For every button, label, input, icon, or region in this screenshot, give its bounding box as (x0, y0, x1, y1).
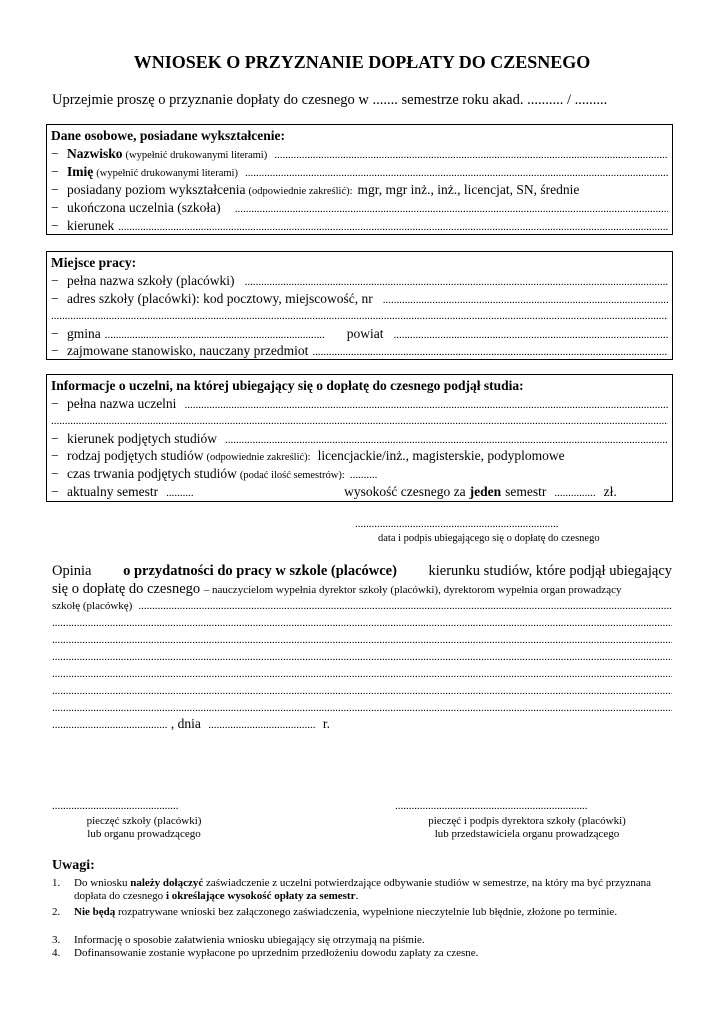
opinion-line-1 (52, 563, 672, 580)
note-2-number: 2. (52, 906, 61, 918)
address-continued-field[interactable] (51, 308, 668, 325)
director-caption-1: pieczęć i podpis dyrektora szkoły (placówki) (428, 815, 626, 827)
school-address-row[interactable]: − adres szkoły (placówki): kod pocztowy, miejscowość, nr ..... (51, 290, 668, 307)
date-field[interactable]: ....................................... (208, 719, 316, 731)
study-field-label: kierunek podjętych studiów (67, 431, 217, 446)
tuition-label-bold: jeden (469, 484, 502, 499)
opinion-line[interactable] (52, 650, 672, 665)
university-name-field[interactable] (184, 397, 668, 412)
date-label: , dnia (170, 716, 201, 731)
tuition-field[interactable]: ............... (554, 487, 596, 499)
field-of-study-field[interactable] (118, 219, 668, 234)
address-continued-row[interactable] (51, 308, 668, 325)
position-field[interactable] (312, 344, 668, 359)
director-caption-2: lub przedstawiciela organu prowadzącego (434, 828, 620, 840)
school-stamp-caption-1: pieczęć szkoły (placówki) (86, 815, 202, 827)
note-2-bold: Nie będą (74, 906, 116, 918)
study-field-field[interactable] (225, 432, 668, 447)
study-type-row[interactable]: − rodzaj podjętych studiów (odpowiednie zakreślić): licencjackie/inż., magisterskie, podyplomowe (51, 447, 668, 464)
opinion-line[interactable] (52, 667, 672, 682)
opinion-line-2 (52, 581, 621, 598)
position-row[interactable]: − zajmowane stanowisko, nauczany przedmiot ..... (51, 342, 668, 359)
note-3-number: 3. (52, 934, 61, 946)
study-duration-hint: (podać ilość semestrów): (239, 470, 345, 481)
page-title: WNIOSEK O PRZYZNANIE DOPŁATY DO CZESNEGO (133, 52, 591, 72)
surname-row[interactable]: − Nazwisko (wypełnić drukowanymi literami) ..... (51, 145, 668, 162)
education-options[interactable]: mgr, mgr inż., inż., licencjat, SN, średnie (357, 182, 580, 197)
university-name-continued-row[interactable] (51, 413, 668, 430)
school-name-field[interactable] (245, 274, 668, 289)
opinion-bold: o przydatności do pracy w szkole (placówce) (123, 563, 397, 579)
commune-field[interactable]: ................................................................................ (104, 329, 325, 341)
university-section (46, 374, 673, 502)
study-duration-label: czas trwania podjętych studiów (67, 466, 237, 481)
opinion-line[interactable] (52, 684, 672, 699)
personal-data-section (46, 124, 673, 235)
semester-field[interactable]: .......... (166, 487, 194, 499)
school-address-field[interactable] (383, 292, 668, 307)
study-field-row[interactable]: − kierunek podjętych studiów ..... (51, 430, 668, 447)
education-row[interactable]: − posiadany poziom wykształcenia (odpowiednie zakreślić): mgr, mgr inż., inż., licencjat, SN, średnie (51, 181, 668, 198)
school-address-label: adres szkoły (placówki): kod pocztowy, miejscowość, nr (67, 291, 373, 306)
graduated-school-field[interactable] (235, 201, 668, 216)
year-suffix: r. (322, 716, 331, 731)
note-1-number: 1. (52, 877, 61, 889)
opinion-line2-small: – nauczycielom wypełnia dyrektor szkoły (placówki), dyrektorom wypełnia organ prowadzący (203, 584, 622, 596)
study-type-hint: (odpowiednie zakreślić): (206, 452, 311, 463)
applicant-signature-field[interactable]: .......................................................................... (355, 518, 559, 530)
study-type-options[interactable]: licencjackie/inż., magisterskie, podyplomowe (317, 448, 565, 463)
opinion-post: kierunku studiów, które podjął ubiegający (428, 563, 672, 579)
workplace-section (46, 251, 673, 360)
county-label: powiat (346, 326, 384, 341)
education-hint: (odpowiednie zakreślić): (248, 186, 353, 197)
position-label: zajmowane stanowisko, nauczany przedmiot (67, 343, 309, 358)
section-heading: Dane osobowe, posiadane wykształcenie: (51, 128, 286, 143)
place-field[interactable]: .......................................... (52, 719, 168, 731)
opinion-field[interactable] (138, 599, 672, 614)
graduated-school-label: ukończona uczelnia (szkoła) (67, 200, 221, 215)
name-row[interactable]: − Imię (wypełnić drukowanymi literami) ..... (51, 163, 668, 180)
graduated-school-row[interactable]: − ukończona uczelnia (szkoła) ..... (51, 199, 668, 216)
opinion-pre: Opinia (52, 563, 92, 579)
note-2: Nie będą rozpatrywane wnioski bez załączonego zaświadczenia, wypełnione nieczytelnie lub błędnie, złożone po terminie. (74, 906, 618, 918)
surname-hint: (wypełnić drukowanymi literami) (125, 150, 268, 161)
name-label: Imię (67, 164, 94, 179)
tuition-label-pre: wysokość czesnego za (344, 484, 466, 499)
note-3: Informację o sposobie załatwienia wniosku ubiegający się otrzymają na piśmie. (74, 934, 425, 946)
section-heading: Miejsce pracy: (51, 255, 137, 270)
study-type-label: rodzaj podjętych studiów (67, 448, 204, 463)
section-heading: Informacje o uczelni, na której ubiegający się o dopłatę do czesnego podjął studia: (51, 378, 524, 393)
school-stamp-caption-2: lub organu prowadzącego (87, 828, 201, 840)
school-stamp-field[interactable]: .............................................. (52, 800, 179, 812)
opinion-line-3[interactable] (52, 599, 672, 614)
note-4-number: 4. (52, 947, 61, 959)
opinion-line[interactable] (52, 633, 672, 648)
place-date-row[interactable] (52, 716, 330, 732)
semester-label: aktualny semestr (67, 484, 159, 499)
field-of-study-row[interactable]: − kierunek ..... (51, 217, 668, 234)
school-name-row[interactable]: − pełna nazwa szkoły (placówki) ..... (51, 272, 668, 289)
semester-row[interactable]: − aktualny semestr .......... wysokość czesnego za jeden semestr ............... zł. (51, 483, 668, 500)
study-duration-row[interactable]: − czas trwania podjętych studiów (podać ilość semestrów): .......... (51, 465, 668, 482)
opinion-line[interactable] (52, 701, 672, 716)
intro-text: Uprzejmie proszę o przyznanie dopłaty do czesnego w ....... semestrze roku akad. .......... / ......... (52, 92, 608, 108)
notes-heading: Uwagi: (52, 858, 95, 873)
commune-county-row[interactable]: − gmina ................................................................................ powiat ..... (51, 325, 668, 342)
surname-field[interactable] (274, 147, 668, 162)
university-name-label: pełna nazwa uczelni (67, 396, 177, 411)
commune-label: gmina (67, 326, 101, 341)
university-name-continued-field[interactable] (51, 413, 668, 430)
education-label: posiadany poziom wykształcenia (67, 182, 246, 197)
field-of-study-label: kierunek (67, 218, 115, 233)
opinion-line[interactable] (52, 616, 672, 631)
name-field[interactable] (245, 165, 668, 180)
school-name-label: pełna nazwa szkoły (placówki) (67, 273, 235, 288)
note-1: Do wniosku należy dołączyć zaświadczenie z uczelni potwierdzające odbywanie studiów w semestrze, na który ma być przyznana dopłata do czesnego i określające wysokość opłaty za semestr. (74, 877, 652, 902)
university-name-row[interactable]: − pełna nazwa uczelni ..... (51, 395, 668, 412)
opinion-line3-small: szkołę (placówkę) (52, 600, 133, 612)
surname-label: Nazwisko (67, 146, 123, 161)
note-1-bold-2: i określające wysokość opłaty za semestr (165, 890, 356, 902)
applicant-signature-caption: data i podpis ubiegającego się o dopłatę do czesnego (378, 533, 600, 544)
study-duration-field[interactable]: .......... (349, 469, 378, 481)
county-field[interactable] (394, 327, 669, 342)
note-1-bold: należy dołączyć (130, 877, 204, 889)
currency-label: zł. (603, 484, 617, 499)
name-hint: (wypełnić drukowanymi literami) (96, 168, 238, 179)
note-4: Dofinansowanie zostanie wypłacone po uprzednim przedłożeniu dowodu zapłaty za czesne. (74, 947, 479, 959)
director-signature-field[interactable]: ...................................................................... (395, 800, 588, 812)
opinion-line2-main: się o dopłatę do czesnego (52, 581, 201, 597)
tuition-label-post: semestr (505, 484, 547, 499)
